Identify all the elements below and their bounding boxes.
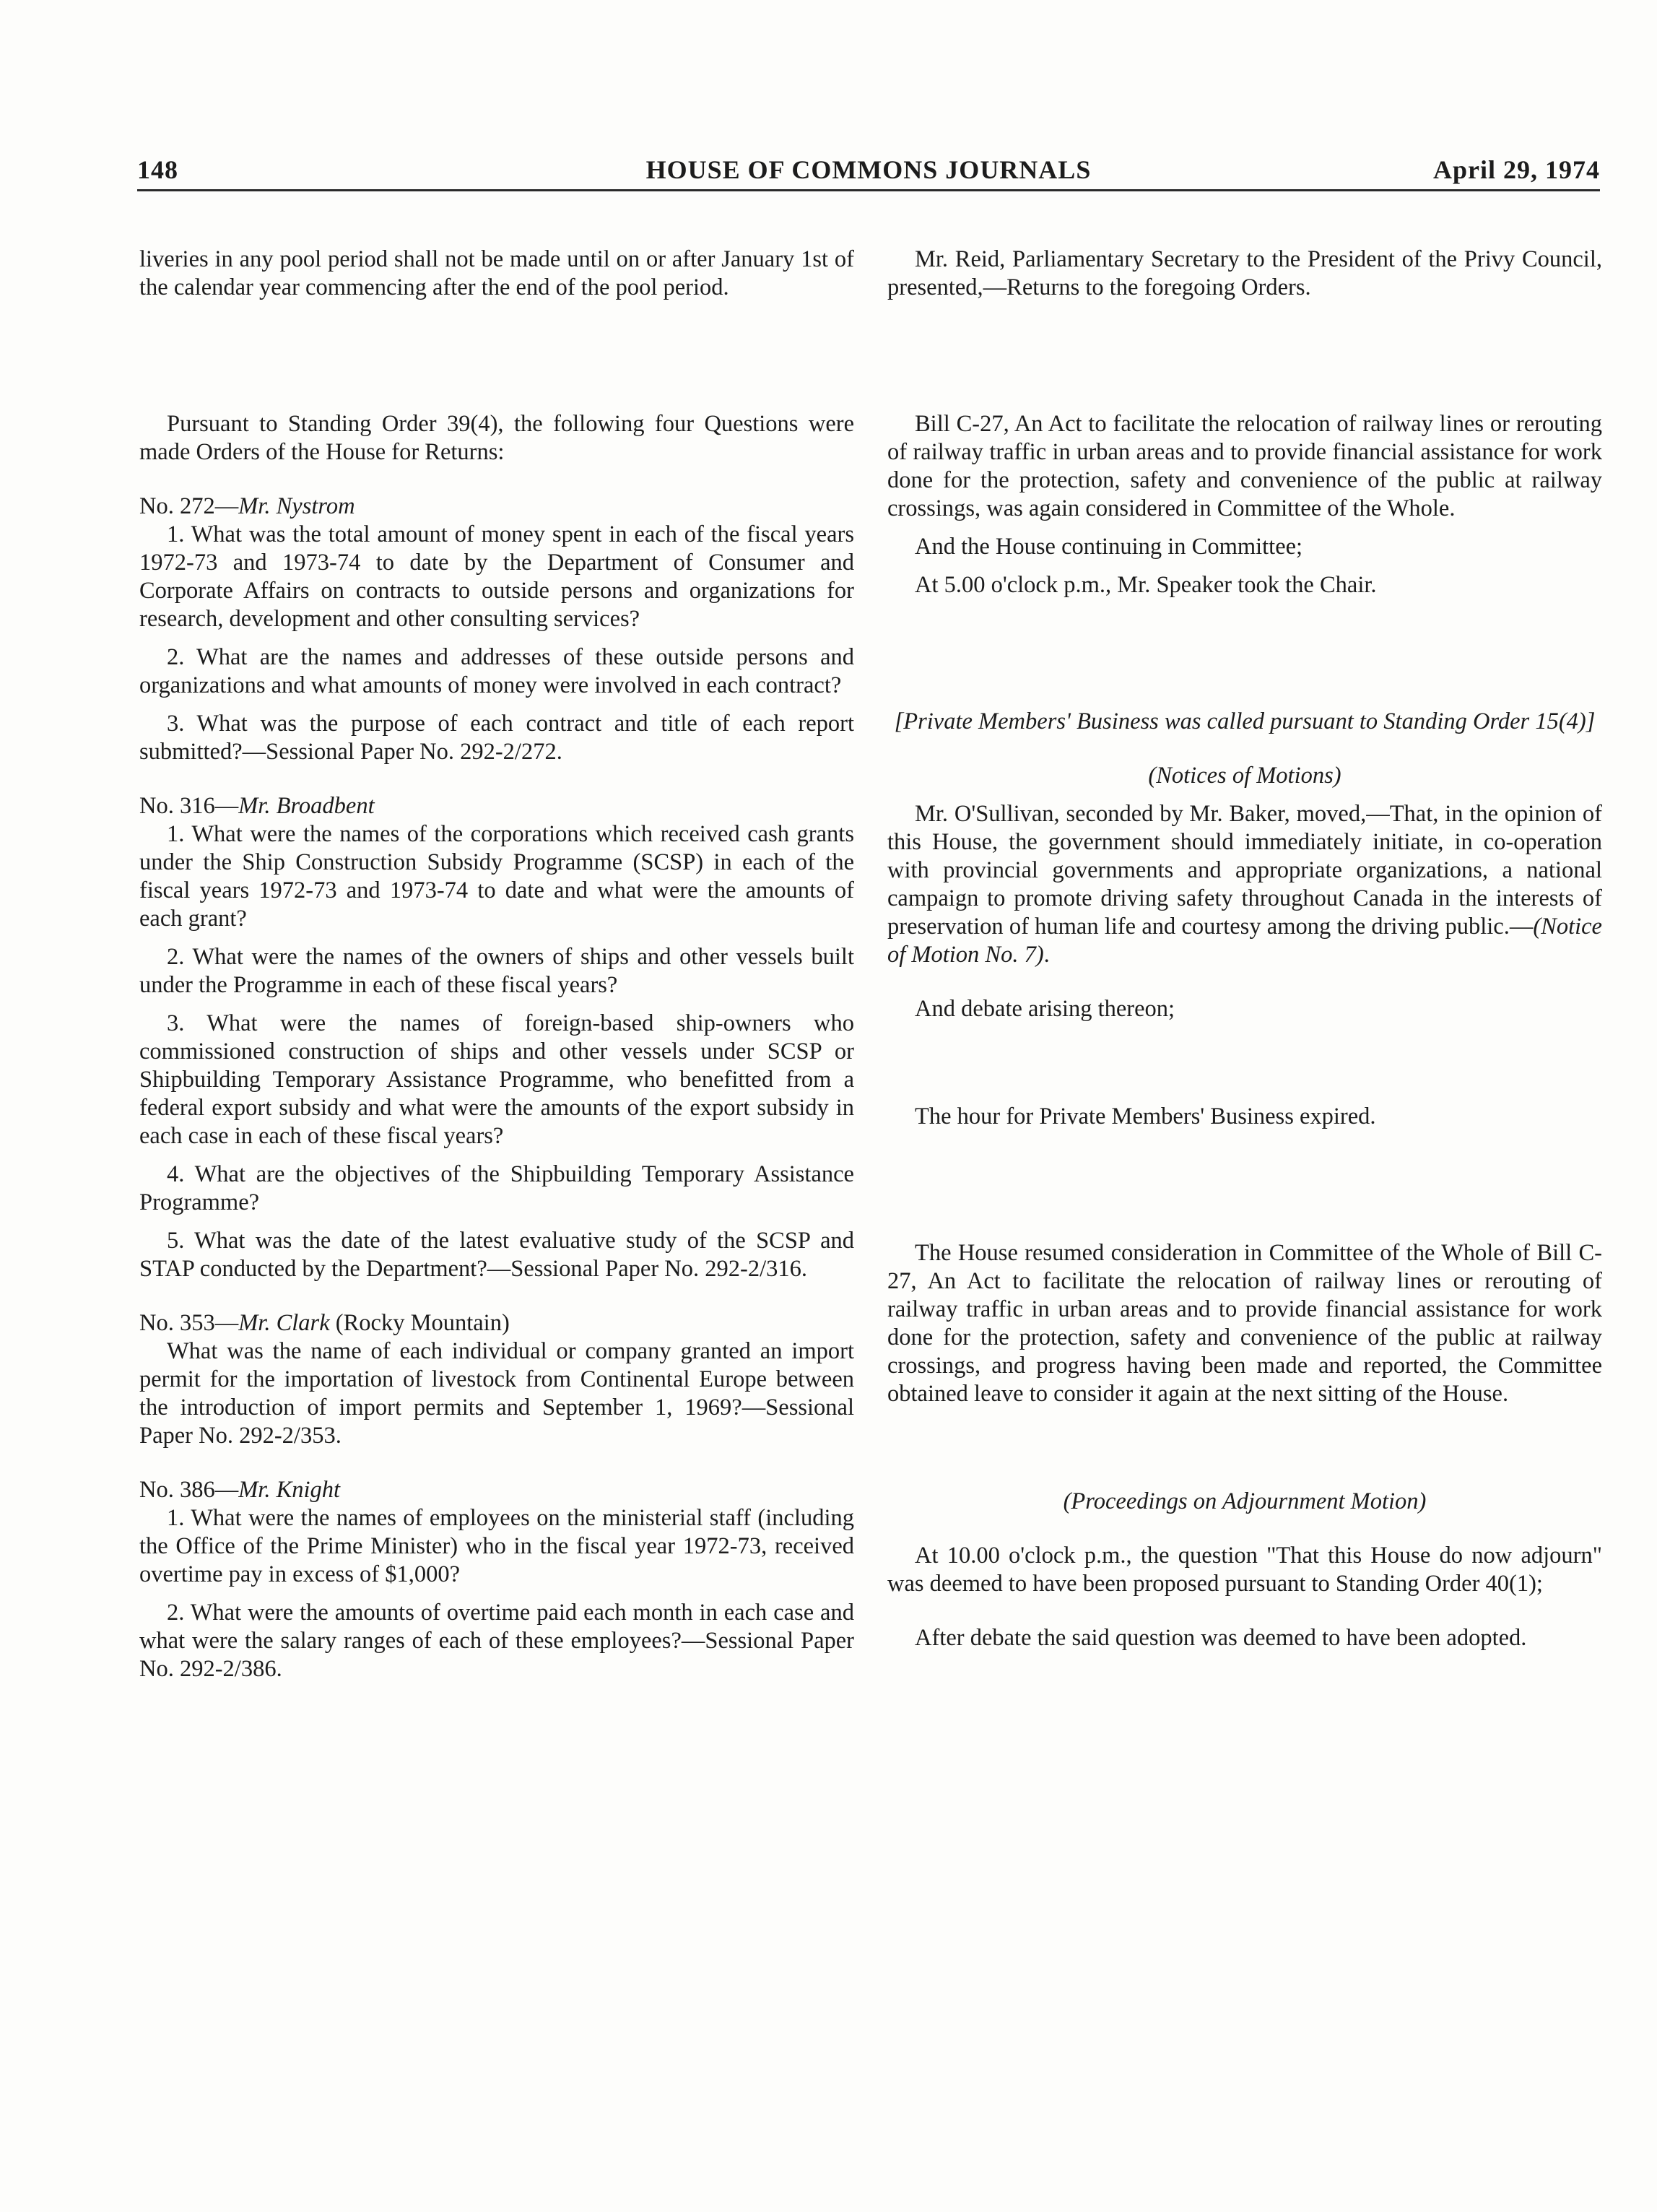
member-name: Mr. Knight [238, 1477, 341, 1503]
question-item: 4. What are the objectives of the Shipbuilding Temporary Assistance Programme? [139, 1161, 854, 1215]
page-header [137, 149, 1600, 191]
riding: (Rocky Mountain) [329, 1310, 510, 1336]
paragraph-hour: The hour for Private Members' Business expired. [915, 1103, 1376, 1129]
notices-heading: (Notices of Motions) [1148, 763, 1341, 789]
journal-date: April 29, 1974 [1432, 155, 1600, 184]
member-name: Mr. Clark [238, 1310, 330, 1336]
left-column [139, 246, 854, 1683]
question-353-heading: No. 353—Mr. Clark (Rocky Mountain) [139, 1310, 510, 1336]
question-316-heading: No. 316—Mr. Broadbent [139, 793, 375, 819]
paragraph-liveries: liveries in any pool period shall not be made until on or after January 1st of the calendar year commencing after the end of the pool period. [139, 246, 854, 300]
paragraph-after: After debate the said question was deemed to have been adopted. [915, 1625, 1527, 1651]
paragraph-resumed: The House resumed consideration in Committee of the Whole of Bill C-27, An Act to facilitate the relocation of railway lines or rerouting of railway traffic in urban areas and to provide financial assistance for work done for the protection, safety and convenience of the public at railway crossings, and progress having been made and reported, the Committee obtained leave to consider it again at the next sitting of the House. [887, 1240, 1602, 1407]
paragraph-bill: Bill C-27, An Act to facilitate the relocation of railway lines or rerouting of railway traffic in urban areas and to provide financial assistance for work done for the protection, safety and convenience of the public at railway crossings, was again considered in Committee of the Whole. [887, 411, 1602, 521]
question-item: 5. What was the date of the latest evaluative study of the SCSP and STAP conducted by the Department?—Sessional Paper No. 292-2/316. [139, 1228, 854, 1282]
member-name: Mr. Nystrom [238, 493, 355, 519]
paragraph-speaker: At 5.00 o'clock p.m., Mr. Speaker took the Chair. [915, 572, 1377, 598]
paragraph-osullivan: Mr. O'Sullivan, seconded by Mr. Baker, moved,—That, in the opinion of this House, the government should immediately initiate, in co-operation with provincial governments and appropriate organizations, a national campaign to promote driving safety throughout Canada in the interests of preservation of human life and courtesy among the driving public.—(Notice of Motion No. 7). [887, 801, 1602, 968]
question-item: 3. What were the names of foreign-based ship-owners who commissioned construction of ships and other vessels under SCSP or Shipbuilding Temporary Assistance Programme, who benefitted from a federal export subsidy and what were the amounts of the export subsidy in each case in each of these fiscal years? [139, 1010, 854, 1149]
paragraph-adjourn: At 10.00 o'clock p.m., the question "That this House do now adjourn" was deemed to have been proposed pursuant to Standing Order 40(1); [887, 1543, 1602, 1597]
question-item: 1. What was the total amount of money spent in each of the fiscal years 1972-73 and 1973-74 to date by the Department of Consumer and Corporate Affairs on contracts to outside persons and organizations for research, development and other consulting services? [139, 521, 854, 632]
question-386-heading: No. 386—Mr. Knight [139, 1477, 341, 1503]
question-item: 3. What was the purpose of each contract and title of each report submitted?—Sessional Paper No. 292-2/272. [139, 711, 854, 765]
journal-title: HOUSE OF COMMONS JOURNALS [645, 155, 1092, 184]
question-item: 2. What are the names and addresses of these outside persons and organizations and what amounts of money were involved in each contract? [139, 644, 854, 698]
right-column [887, 246, 1602, 1652]
question-272-heading: No. 272—Mr. Nystrom [139, 493, 355, 519]
question-item: 1. What were the names of employees on the ministerial staff (including the Office of the Prime Minister) who in the fiscal year 1972-73, received overtime pay in excess of $1,000? [139, 1505, 854, 1587]
private-members-heading: [Private Members' Business was called pursuant to Standing Order 15(4)] [894, 708, 1596, 734]
question-item: 2. What were the names of the owners of ships and other vessels built under the Programme in each of these fiscal years? [139, 944, 854, 998]
paragraph-reid: Mr. Reid, Parliamentary Secretary to the President of the Privy Council, presented,—Returns to the foregoing Orders. [887, 246, 1602, 300]
member-name: Mr. Broadbent [238, 793, 375, 819]
paragraph-debate: And debate arising thereon; [915, 996, 1175, 1022]
adjournment-heading: (Proceedings on Adjournment Motion) [1063, 1488, 1427, 1514]
paragraph-continuing: And the House continuing in Committee; [915, 534, 1303, 560]
page-number: 148 [137, 155, 178, 184]
question-item: What was the name of each individual or company granted an import permit for the importation of livestock from Continental Europe between the introduction of import permits and September 1, 1969?—Sessional Paper No. 292-2/353. [139, 1338, 854, 1449]
question-item: 2. What were the amounts of overtime paid each month in each case and what were the salary ranges of each of these employees?—Sessional Paper No. 292-2/386. [139, 1600, 854, 1682]
question-item: 1. What were the names of the corporations which received cash grants under the Ship Construction Subsidy Programme (SCSP) in each of the fiscal years 1972-73 and 1973-74 to date and what were the amounts of each grant? [139, 821, 854, 932]
motion-reference: (Notice of Motion No. 7) [887, 914, 1602, 968]
paragraph-pursuant: Pursuant to Standing Order 39(4), the following four Questions were made Orders of the House for Returns: [139, 411, 854, 465]
